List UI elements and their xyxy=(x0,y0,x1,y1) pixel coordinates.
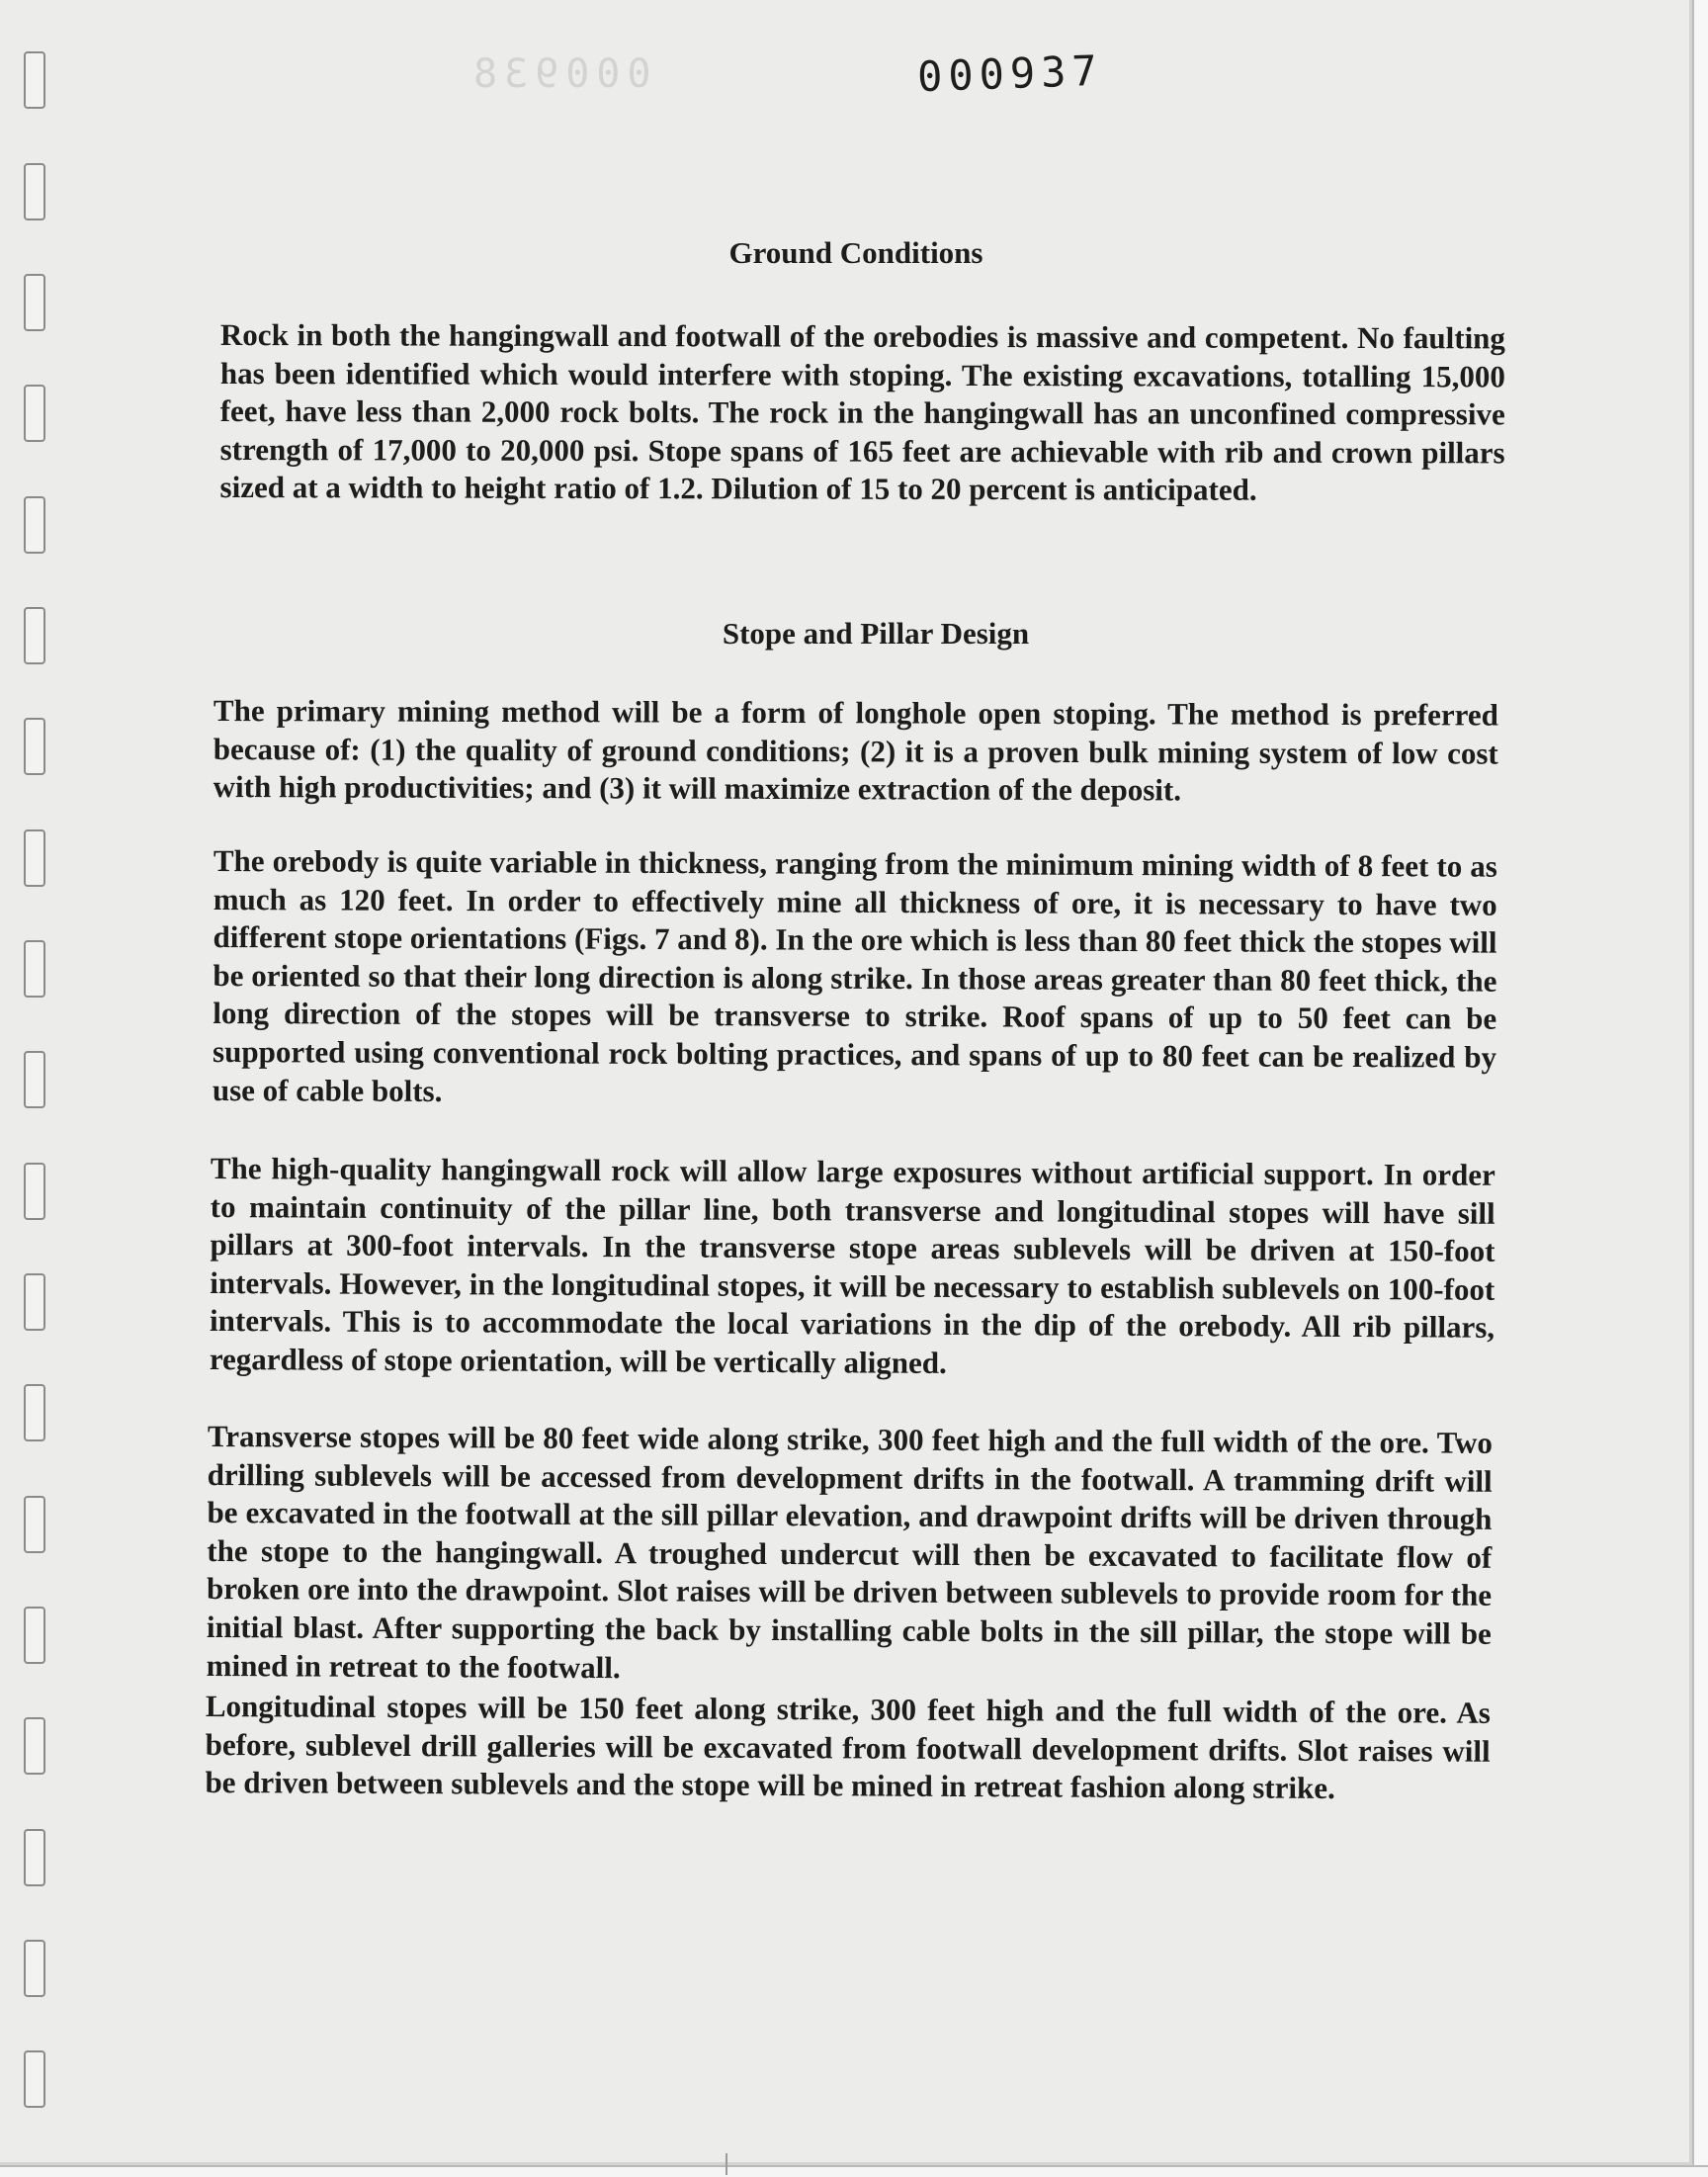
feed-hole xyxy=(24,1717,45,1775)
scan-edge-right xyxy=(1692,0,1708,2175)
feed-hole xyxy=(24,274,45,331)
feed-hole xyxy=(24,496,45,554)
feed-hole xyxy=(24,51,45,109)
feed-hole xyxy=(24,1163,45,1220)
paragraph-hangingwall-rock: The high-quality hangingwall rock will allow large exposures without artificial support. In order to maintain continuity of the pillar line, both transverse and longitudinal stopes will have sill pillars at 300-foot intervals. In the transverse stope areas sublevels will be driven at 150-foot intervals. However, in the longitudinal stopes, it will be necessary to establish sublevels on 100-foot intervals. This is to accommodate the local variations in the dip of the orebody. All rib pillars, regardless of stope orientation, will be vertically aligned. xyxy=(209,1151,1495,1380)
scan-edge-bottom xyxy=(0,2165,1708,2177)
feed-hole xyxy=(24,940,45,998)
page-number: 000937 xyxy=(916,45,1104,102)
section-heading-ground-conditions: Ground Conditions xyxy=(728,235,983,270)
paragraph-mining-method: The primary mining method will be a form of longhole open stoping. The method is preferred because of: (1) the quality of ground conditions; (2) it is a proven bulk mining system of low cost with high productivities; and (3) it will maximize extraction of the deposit. xyxy=(213,693,1498,808)
feed-hole xyxy=(24,829,45,887)
feed-hole xyxy=(24,163,45,220)
section-heading-stope-pillar-design: Stope and Pillar Design xyxy=(722,616,1030,651)
feed-hole xyxy=(24,2050,45,2108)
feed-hole xyxy=(24,1607,45,1664)
feed-hole xyxy=(24,718,45,775)
scan-edge-mark xyxy=(726,2153,727,2175)
feed-hole xyxy=(24,1829,45,1886)
feed-hole xyxy=(24,385,45,442)
feed-hole xyxy=(24,1273,45,1331)
paragraph-longitudinal-stopes: Longitudinal stopes will be 150 feet along strike, 300 feet high and the full width of the ore. As before, sublevel drill galleries will be excavated from footwall development drifts. Slot raises will be driven between sublevels and the stope will be mined in retreat fashion along strike. xyxy=(205,1689,1491,1806)
feed-hole xyxy=(24,1051,45,1108)
paragraph-transverse-stopes: Transverse stopes will be 80 feet wide along strike, 300 feet high and the full width of the ore. Two drilling sublevels will be accessed from development drifts in the footwall. A tramming drift will be excavated in the footwall at the sill pillar elevation, and drawpoint drifts will be driven through the stope to the hangingwall. A troughed undercut will then be excavated to facilitate flow of broken ore into the drawpoint. Slot raises will be driven between sublevels to provide room for the initial blast. After supporting the back by installing cable bolts in the sill pillar, the stope will be mined in retreat to the footwall. xyxy=(206,1419,1493,1685)
paragraph-ground-conditions: Rock in both the hangingwall and footwall of the orebodies is massive and competent. No faulting has been identified which would interfere with stoping. The existing excavations, totalling 15,000 feet, have less than 2,000 rock bolts. The rock in the hangingwall has an unconfined compressive strength of 17,000 to 20,000 psi. Stope spans of 165 feet are achievable with rib and crown pillars sized at a width to height ratio of 1.2. Dilution of 15 to 20 percent is anticipated. xyxy=(219,317,1505,508)
feed-hole xyxy=(24,1384,45,1441)
show-through-page-number: 000938 xyxy=(467,51,651,97)
feed-hole xyxy=(24,1940,45,1997)
feed-hole xyxy=(24,1496,45,1553)
paragraph-orebody-thickness: The orebody is quite variable in thickness, ranging from the minimum mining width of 8 feet to as much as 120 feet. In order to effectively mine all thickness of ore, it is necessary to have two different stope orientations (Figs. 7 and 8). In the ore which is less than 80 feet thick the stopes will be oriented so that their long direction is along strike. In those areas greater than 80 feet thick, the long direction of the stopes will be transverse to strike. Roof spans of up to 50 feet can be supported using conventional rock bolting practices, and spans of up to 80 feet can be realized by use of cable bolts. xyxy=(212,843,1497,1108)
